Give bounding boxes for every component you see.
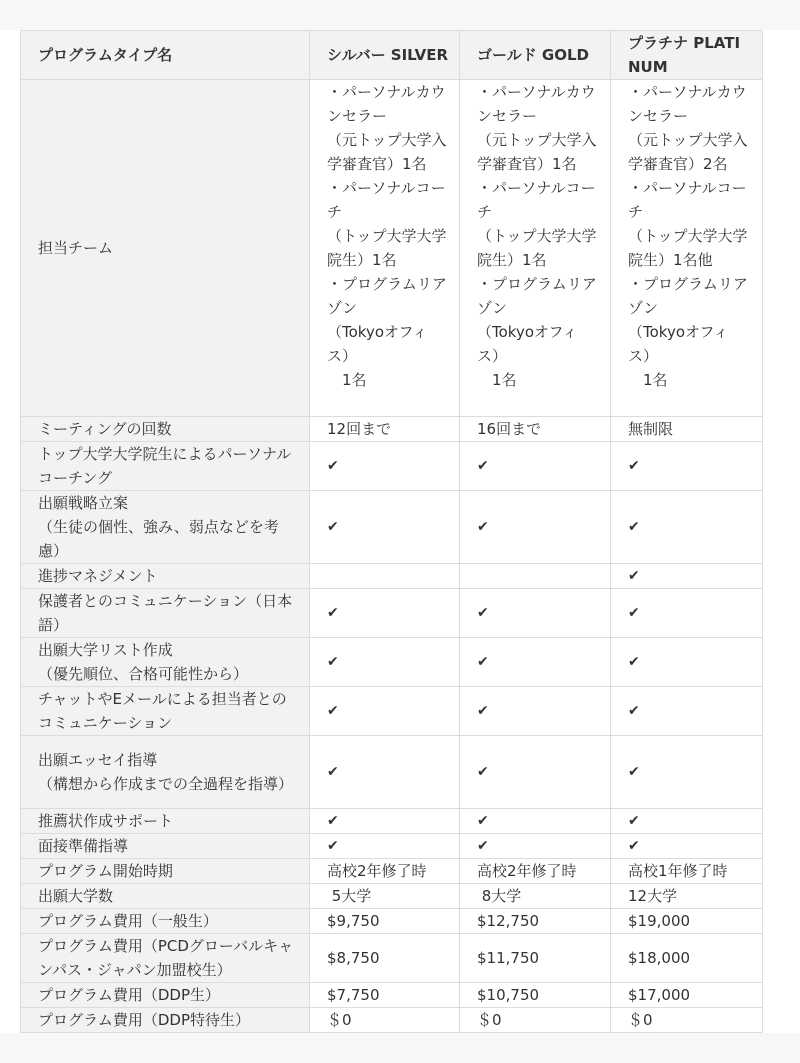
row-label: プログラム費用（DDP特待生） (21, 1008, 310, 1033)
cell-silver: $7,750 (310, 983, 460, 1008)
row-label: 保護者とのコミュニケーション（日本語） (21, 589, 310, 638)
cell-silver: ✔ (310, 589, 460, 638)
cell-platinum: $19,000 (611, 909, 763, 934)
cell-platinum: ✔ (611, 736, 763, 809)
cell-gold: ✔ (460, 442, 611, 491)
row-label: 出願エッセイ指導 （構想から作成までの全過程を指導） (21, 736, 310, 809)
table-row (21, 417, 763, 442)
cell-platinum: ✔ (611, 491, 763, 564)
cell-gold: $11,750 (460, 934, 611, 983)
cell-gold: ✔ (460, 834, 611, 859)
table-row (21, 983, 763, 1008)
table-row (21, 564, 763, 589)
cell-gold: 16回まで (460, 417, 611, 442)
cell-silver: ＄0 (310, 1008, 460, 1033)
cell-platinum: ✔ (611, 564, 763, 589)
cell-platinum: 高校1年修了時 (611, 859, 763, 884)
row-label: トップ大学大学院生によるパーソナルコーチング (21, 442, 310, 491)
cell-platinum: ✔ (611, 809, 763, 834)
table-row (21, 884, 763, 909)
table-row (21, 491, 763, 564)
cell-platinum: ✔ (611, 442, 763, 491)
cell-platinum: ＄0 (611, 1008, 763, 1033)
table-row (21, 834, 763, 859)
table-row (21, 934, 763, 983)
cell-silver: $8,750 (310, 934, 460, 983)
cell-silver: ✔ (310, 736, 460, 809)
table-row (21, 80, 763, 417)
table-row (21, 687, 763, 736)
header-platinum: プラチナ PLATINUM (611, 31, 763, 80)
table-row (21, 442, 763, 491)
cell-gold: 8大学 (460, 884, 611, 909)
row-label: プログラム開始時期 (21, 859, 310, 884)
cell-silver: ✔ (310, 809, 460, 834)
cell-gold: ✔ (460, 687, 611, 736)
cell-platinum: $18,000 (611, 934, 763, 983)
cell-silver: ✔ (310, 638, 460, 687)
cell-gold: ✔ (460, 736, 611, 809)
row-label: 面接準備指導 (21, 834, 310, 859)
cell-silver: ・パーソナルカウンセラー （元トップ大学入学審査官）1名 ・パーソナルコーチ （トップ大学大学院生）1名 ・プログラムリアゾン （Tokyoオフィス） 1名 (310, 80, 460, 417)
cell-gold: ・パーソナルカウンセラー （元トップ大学入学審査官）1名 ・パーソナルコーチ （トップ大学大学院生）1名 ・プログラムリアゾン （Tokyoオフィス） 1名 (460, 80, 611, 417)
table-row (21, 859, 763, 884)
cell-silver: $9,750 (310, 909, 460, 934)
row-label: 出願戦略立案 （生徒の個性、強み、弱点などを考慮） (21, 491, 310, 564)
cell-gold: ✔ (460, 809, 611, 834)
cell-platinum: ✔ (611, 687, 763, 736)
row-label: 出願大学リスト作成 （優先順位、合格可能性から） (21, 638, 310, 687)
row-label: ミーティングの回数 (21, 417, 310, 442)
row-label: プログラム費用（DDP生） (21, 983, 310, 1008)
table-row (21, 589, 763, 638)
cell-platinum: ✔ (611, 834, 763, 859)
row-label: 進捗マネジメント (21, 564, 310, 589)
cell-silver: ✔ (310, 491, 460, 564)
cell-gold: 高校2年修了時 (460, 859, 611, 884)
table-row (21, 736, 763, 809)
header-gold: ゴールド GOLD (460, 31, 611, 80)
cell-silver: 12回まで (310, 417, 460, 442)
row-label: プログラム費用（一般生） (21, 909, 310, 934)
table-row (21, 638, 763, 687)
header-silver: シルバー SILVER (310, 31, 460, 80)
cell-silver: ✔ (310, 442, 460, 491)
row-label: プログラム費用（PCDグローバルキャンパス・ジャパン加盟校生） (21, 934, 310, 983)
cell-gold: ＄0 (460, 1008, 611, 1033)
cell-platinum: ✔ (611, 589, 763, 638)
cell-platinum: $17,000 (611, 983, 763, 1008)
page (0, 30, 800, 1033)
cell-gold: ✔ (460, 491, 611, 564)
cell-silver: ✔ (310, 834, 460, 859)
cell-silver (310, 564, 460, 589)
table-row (21, 809, 763, 834)
cell-silver: 5大学 (310, 884, 460, 909)
cell-gold: ✔ (460, 589, 611, 638)
cell-silver: 高校2年修了時 (310, 859, 460, 884)
cell-gold: $10,750 (460, 983, 611, 1008)
header-row (21, 31, 763, 80)
cell-gold: ✔ (460, 638, 611, 687)
cell-platinum: 無制限 (611, 417, 763, 442)
row-label: 推薦状作成サポート (21, 809, 310, 834)
row-label: 出願大学数 (21, 884, 310, 909)
table-row (21, 1008, 763, 1033)
cell-platinum: ✔ (611, 638, 763, 687)
cell-platinum: ・パーソナルカウンセラー （元トップ大学入学審査官）2名 ・パーソナルコーチ （トップ大学大学院生）1名他 ・プログラムリアゾン （Tokyoオフィス） 1名 (611, 80, 763, 417)
program-comparison-table (20, 30, 763, 1033)
cell-silver: ✔ (310, 687, 460, 736)
row-label: 担当チーム (21, 80, 310, 417)
table-row (21, 909, 763, 934)
cell-platinum: 12大学 (611, 884, 763, 909)
header-program-type: プログラムタイプ名 (21, 31, 310, 80)
row-label: チャットやEメールによる担当者とのコミュニケーション (21, 687, 310, 736)
cell-gold: $12,750 (460, 909, 611, 934)
cell-gold (460, 564, 611, 589)
